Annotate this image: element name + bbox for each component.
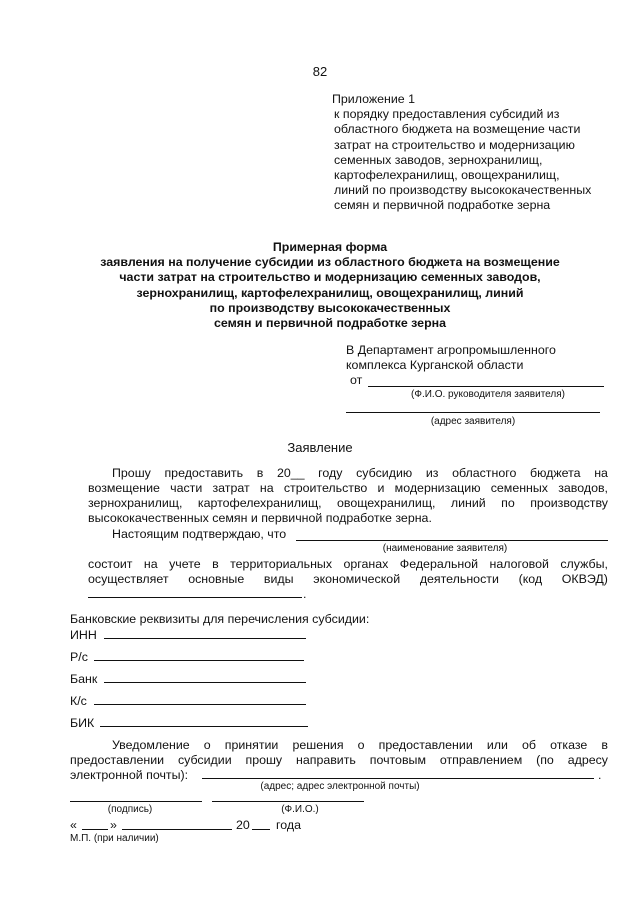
- form-title: [60, 240, 600, 331]
- notice-period: .: [598, 768, 602, 782]
- request-word: областного: [452, 466, 517, 480]
- request-word: из: [425, 466, 439, 480]
- appendix-line: затрат на строительство и модернизацию: [334, 137, 575, 152]
- signature-field[interactable]: [70, 790, 202, 802]
- date-open-quote: «: [70, 818, 77, 832]
- notice-line-2: предоставлении субсидии прошу направить почтовым отправлением (по адресу: [70, 753, 608, 767]
- request-line-3: зернохранилищ, картофелехранилищ, овощехранилищ, линий по производству: [88, 496, 608, 510]
- okved-period: .: [303, 587, 307, 601]
- statement-heading: Заявление: [287, 440, 353, 455]
- request-line-2: возмещение части затрат на строительство и модернизацию семенных заводов,: [88, 481, 608, 495]
- addressee-block: [346, 343, 616, 373]
- bik-field[interactable]: [100, 714, 308, 727]
- request-word: бюджета: [530, 466, 581, 480]
- from-label: от: [350, 373, 363, 387]
- appendix-line: картофелехранилищ, овощехранилищ,: [334, 168, 560, 183]
- appendix-line: линий по производству высококачественных: [334, 183, 592, 198]
- date-year-prefix: 20: [236, 818, 250, 832]
- request-word: на: [594, 466, 608, 480]
- ks-field[interactable]: [94, 692, 306, 705]
- appendix-line: семян и первичной подработке зерна: [334, 198, 551, 213]
- confirm-word: экономической: [313, 572, 401, 586]
- request-word: году: [318, 466, 343, 480]
- from-row: [350, 373, 362, 388]
- bank-field[interactable]: [104, 670, 306, 683]
- ks-label: К/с: [70, 694, 87, 708]
- appendix-line: семенных заводов, зернохранилищ,: [334, 152, 543, 167]
- title-line: семян и первичной подработке зерна: [213, 316, 447, 331]
- title-line: части затрат на строительство и модернизацию семенных заводов,: [119, 270, 541, 285]
- confirm-word: виды: [263, 572, 294, 586]
- from-field[interactable]: [368, 373, 604, 387]
- from-caption: (Ф.И.О. руководителя заявителя): [411, 389, 565, 400]
- confirm-lead: Настоящим подтверждаю, что: [112, 527, 287, 541]
- email-address-caption: (адрес; адрес электронной почты): [260, 781, 420, 792]
- confirm-word: осуществляет: [88, 572, 169, 586]
- notice-line-3: электронной почты):: [70, 768, 189, 782]
- appendix-line: к порядку предоставления субсидий из: [334, 107, 560, 122]
- email-address-field[interactable]: [202, 766, 594, 779]
- stamp-note: М.П. (при наличии): [70, 833, 159, 844]
- request-word: субсидию: [356, 466, 413, 480]
- inn-field[interactable]: [104, 626, 306, 639]
- bank-label: Банк: [70, 672, 98, 686]
- notice-text: Уведомление о принятии решения о предоставлении или об отказе в: [112, 738, 608, 752]
- confirm-line-2: состоит на учете в территориальных органах Федеральной налоговой службы,: [88, 557, 608, 571]
- confirm-word: деятельности: [419, 572, 499, 586]
- request-year[interactable]: 20__: [276, 466, 305, 480]
- address-field[interactable]: [346, 399, 600, 413]
- title-line: по производству высококачественных: [209, 300, 451, 315]
- request-word: предоставить: [164, 466, 244, 480]
- appendix-block: [332, 92, 622, 214]
- appendix-line: областного бюджета на возмещение части: [334, 122, 581, 137]
- date-close-quote: »: [110, 818, 117, 832]
- confirm-word: ОКВЭД): [561, 572, 608, 586]
- bik-label: БИК: [70, 716, 95, 730]
- appendix-line: Приложение 1: [332, 92, 416, 106]
- title-line: заявления на получение субсидии из областного бюджета на возмещение: [100, 255, 560, 270]
- addressee-line: В Департамент агропромышленного: [346, 343, 556, 357]
- address-caption: (адрес заявителя): [430, 416, 516, 427]
- inn-label: ИНН: [70, 628, 97, 642]
- applicant-name-caption: (наименование заявителя): [382, 543, 508, 554]
- title-line: зернохранилищ, картофелехранилищ, овощехранилищ, линий: [136, 285, 524, 300]
- date-year-suffix: года: [276, 818, 301, 832]
- okved-field[interactable]: [88, 585, 302, 598]
- page-number: 82: [312, 64, 328, 79]
- rs-field[interactable]: [94, 648, 304, 661]
- request-word: Прошу: [112, 466, 151, 480]
- request-line-1: [112, 466, 608, 481]
- applicant-name-field[interactable]: [296, 527, 608, 541]
- request-word: в: [256, 466, 264, 480]
- title-line: Примерная форма: [272, 240, 388, 254]
- notice-line-1: [112, 738, 608, 753]
- date-month-field[interactable]: [122, 817, 232, 830]
- confirm-word: (код: [518, 572, 543, 586]
- signer-name-field[interactable]: [212, 790, 364, 802]
- rs-label: Р/с: [70, 650, 88, 664]
- date-year-field[interactable]: [252, 817, 270, 830]
- signature-caption: (подпись): [107, 804, 153, 815]
- bank-heading: Банковские реквизиты для перечисления субсидии:: [70, 612, 370, 626]
- signer-name-caption: (Ф.И.О.): [281, 804, 319, 815]
- date-day-field[interactable]: [82, 817, 108, 830]
- request-line-4: высококачественных семян и первичной подработке зерна.: [88, 511, 432, 525]
- addressee-line: комплекса Курганской области: [346, 358, 524, 372]
- confirm-word: основные: [188, 572, 245, 586]
